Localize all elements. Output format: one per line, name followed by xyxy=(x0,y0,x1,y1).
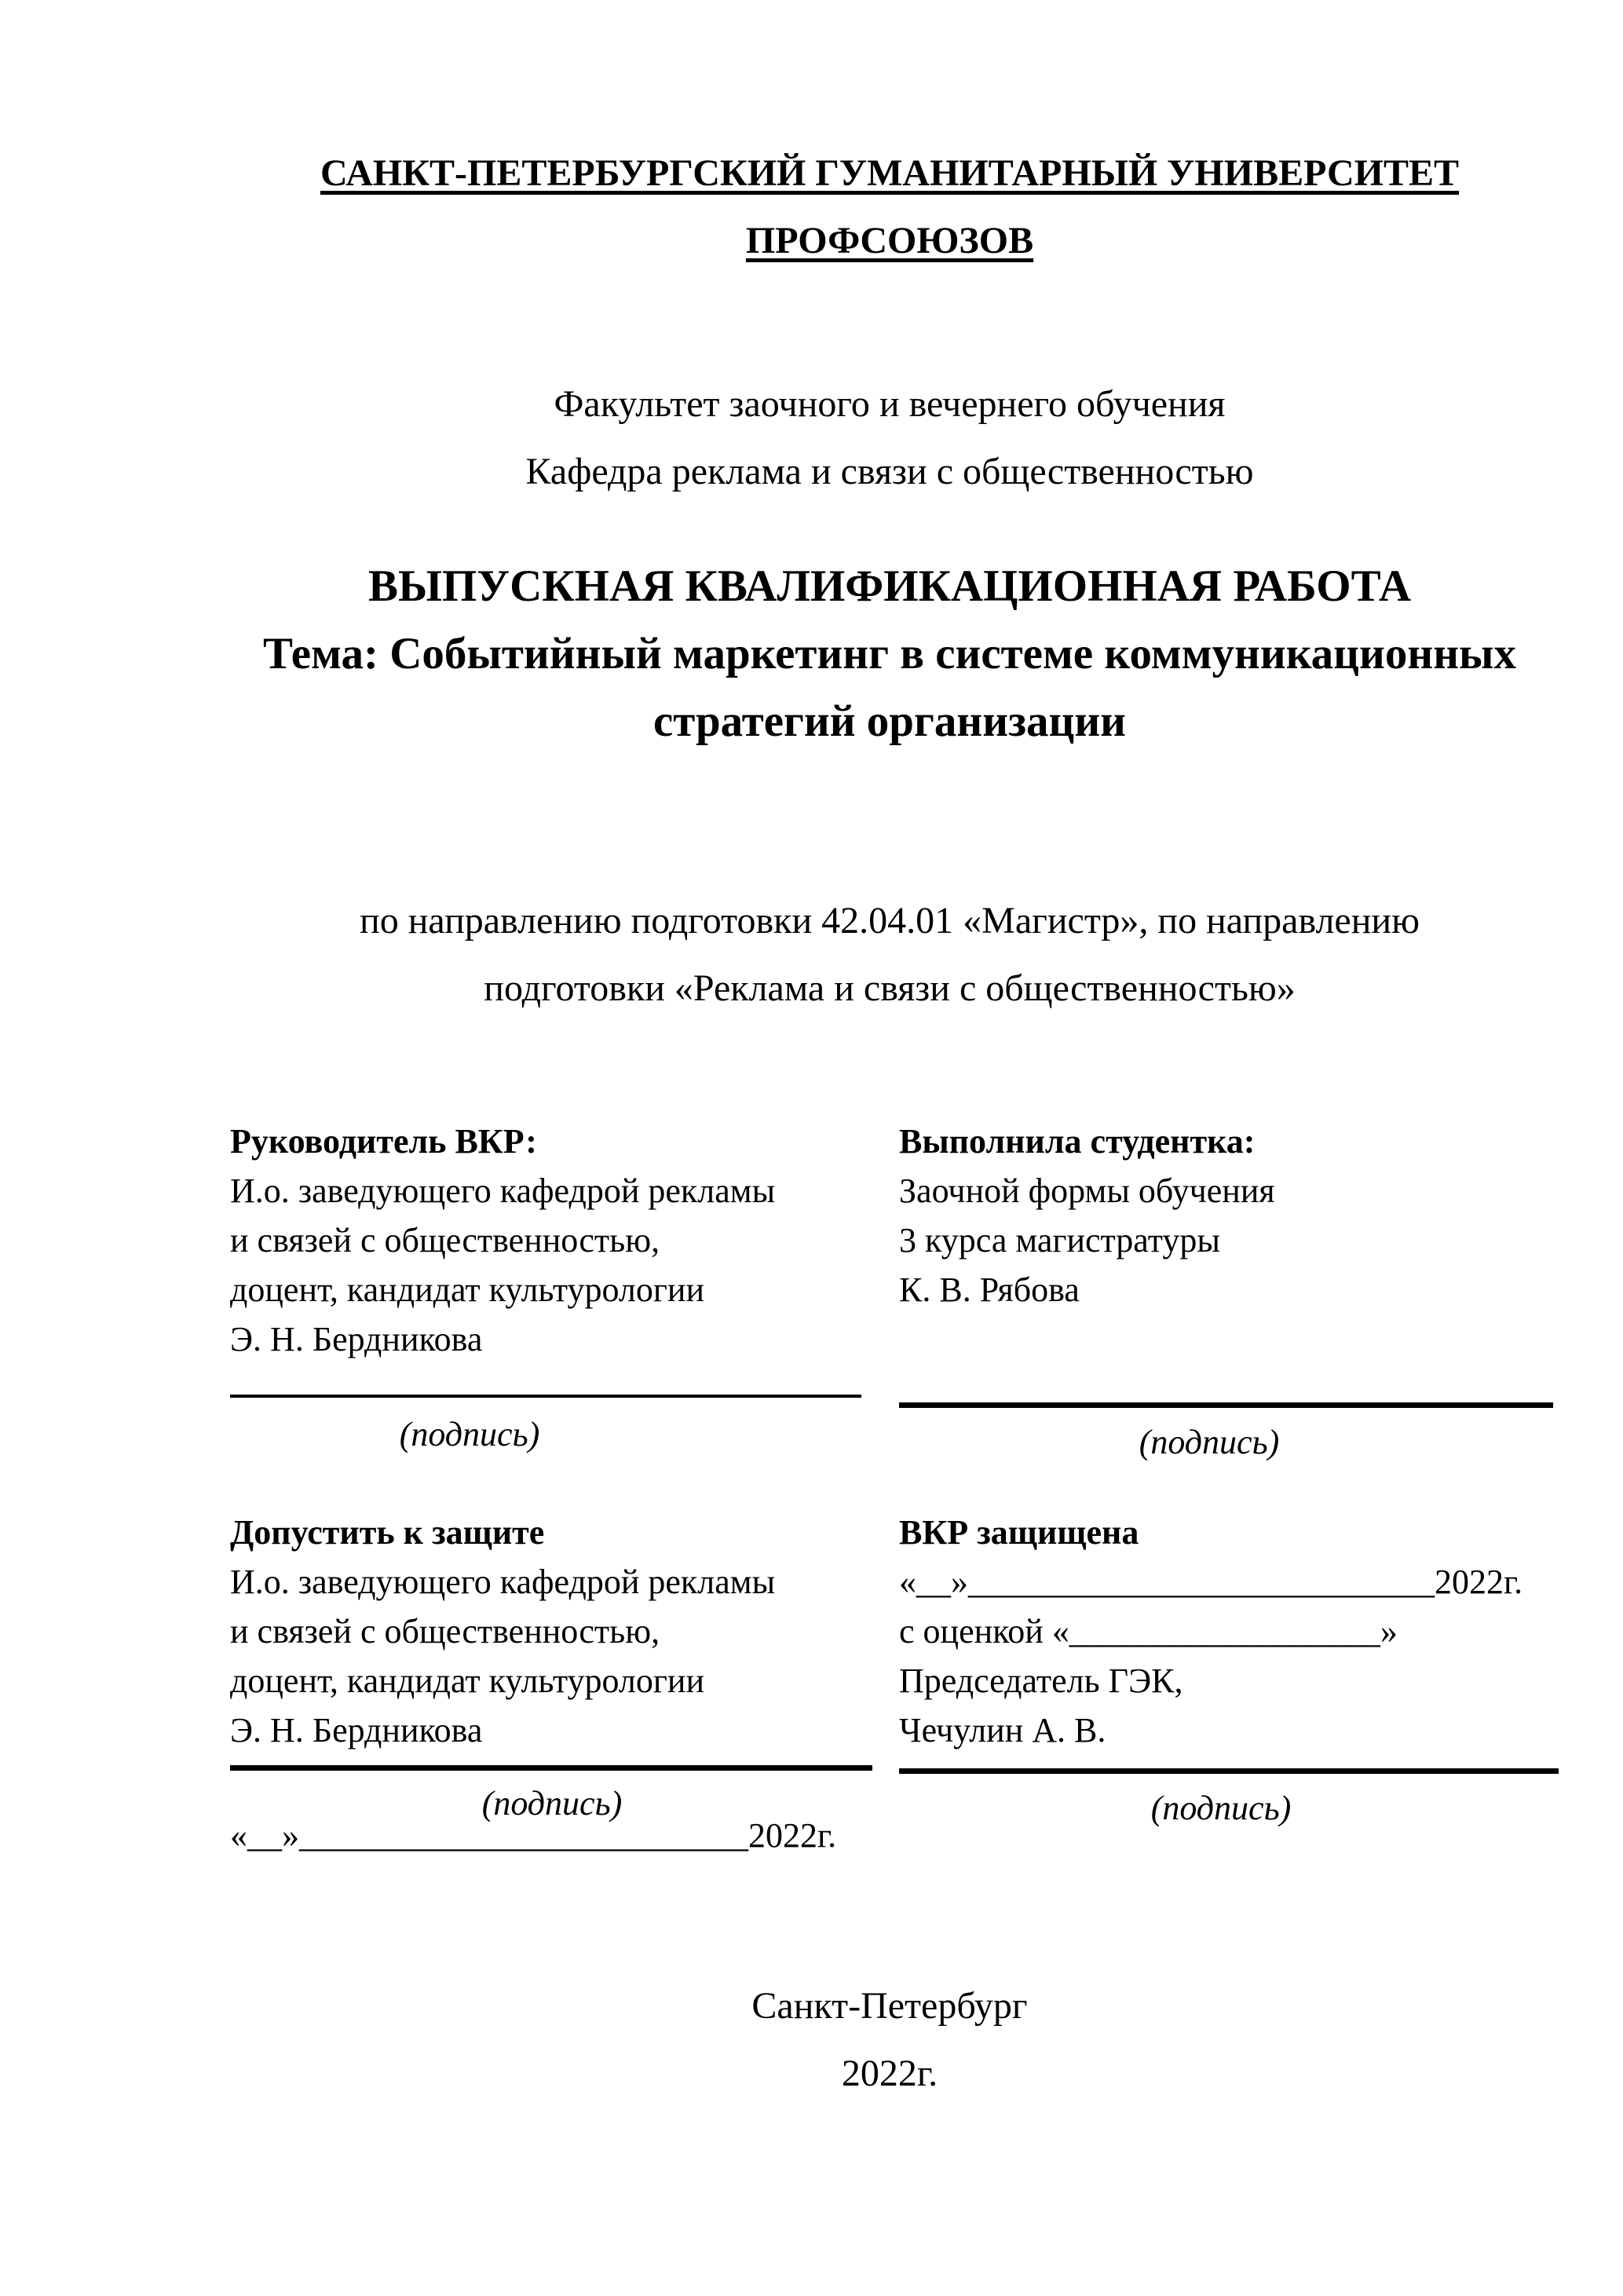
supervisor-line1: И.о. заведующего кафедрой рекламы xyxy=(230,1172,776,1210)
program-line2: подготовки «Реклама и связи с общественностью» xyxy=(484,967,1296,1009)
topic-line2: стратегий организации xyxy=(652,696,1127,746)
defense-signature-caption: (подпись) xyxy=(1150,1789,1292,1827)
admission-line2: и связей с общественностью, xyxy=(230,1612,660,1651)
admission-signature-caption: (подпись) xyxy=(481,1784,623,1823)
student-line1: Заочной формы обучения xyxy=(899,1172,1275,1210)
defense-chairman-name: Чечулин А. В. xyxy=(899,1711,1106,1749)
student-block xyxy=(899,1117,1553,1314)
faculty-line: Факультет заочного и вечернего обучения xyxy=(554,383,1226,425)
admission-line3: доцент, кандидат культурологии xyxy=(230,1662,704,1700)
faculty-department-block xyxy=(230,371,1549,506)
footer-city: Санкт-Петербург xyxy=(751,1985,1028,2027)
supervisor-block xyxy=(230,1117,870,1364)
defense-date-line: «__»___________________________2022г. xyxy=(899,1563,1523,1601)
work-type-line: ВЫПУСКНАЯ КВАЛИФИКАЦИОННАЯ РАБОТА xyxy=(367,561,1411,611)
student-title: Выполнила студентка: xyxy=(899,1122,1256,1161)
defense-signature-line xyxy=(899,1768,1559,1774)
student-line2: 3 курса магистратуры xyxy=(899,1221,1220,1260)
admission-title: Допустить к защите xyxy=(230,1513,545,1552)
university-name-line2: ПРОФСОЮЗОВ xyxy=(745,220,1034,261)
defense-block xyxy=(899,1508,1559,1755)
defense-grade-line: с оценкой «__________________» xyxy=(899,1612,1398,1651)
supervisor-line4: Э. Н. Бердникова xyxy=(230,1320,483,1358)
admission-line1: И.о. заведующего кафедрой рекламы xyxy=(230,1563,776,1601)
defense-title: ВКР защищена xyxy=(899,1513,1139,1552)
university-name-line1: САНКТ-ПЕТЕРБУРГСКИЙ ГУМАНИТАРНЫЙ УНИВЕРСИТЕТ xyxy=(320,152,1460,194)
student-signature-line xyxy=(899,1402,1553,1408)
supervisor-signature-line xyxy=(230,1395,861,1398)
supervisor-line3: доцент, кандидат культурологии xyxy=(230,1270,704,1309)
student-signature-caption: (подпись) xyxy=(1139,1423,1280,1461)
footer-block xyxy=(230,1972,1549,2108)
work-title-block xyxy=(230,553,1549,755)
admission-signature-line xyxy=(230,1765,872,1771)
student-line3: К. В. Рябова xyxy=(899,1270,1080,1309)
admission-block xyxy=(230,1508,870,1755)
footer-year: 2022г. xyxy=(841,2053,938,2094)
program-block xyxy=(230,887,1549,1022)
defense-chairman-line: Председатель ГЭК, xyxy=(899,1662,1183,1700)
department-line: Кафедра реклама и связи с общественностью xyxy=(525,451,1254,492)
supervisor-title: Руководитель ВКР: xyxy=(230,1122,537,1161)
admission-line4: Э. Н. Бердникова xyxy=(230,1711,483,1749)
supervisor-signature-caption: (подпись) xyxy=(399,1415,540,1453)
admission-date-line: «__»__________________________2022г. xyxy=(230,1816,837,1855)
topic-line1: Тема: Событийный маркетинг в системе коммуникационных xyxy=(262,629,1517,678)
program-line1: по направлению подготовки 42.04.01 «Магистр», по направлению xyxy=(360,900,1420,941)
university-name xyxy=(230,140,1549,275)
supervisor-line2: и связей с общественностью, xyxy=(230,1221,660,1260)
